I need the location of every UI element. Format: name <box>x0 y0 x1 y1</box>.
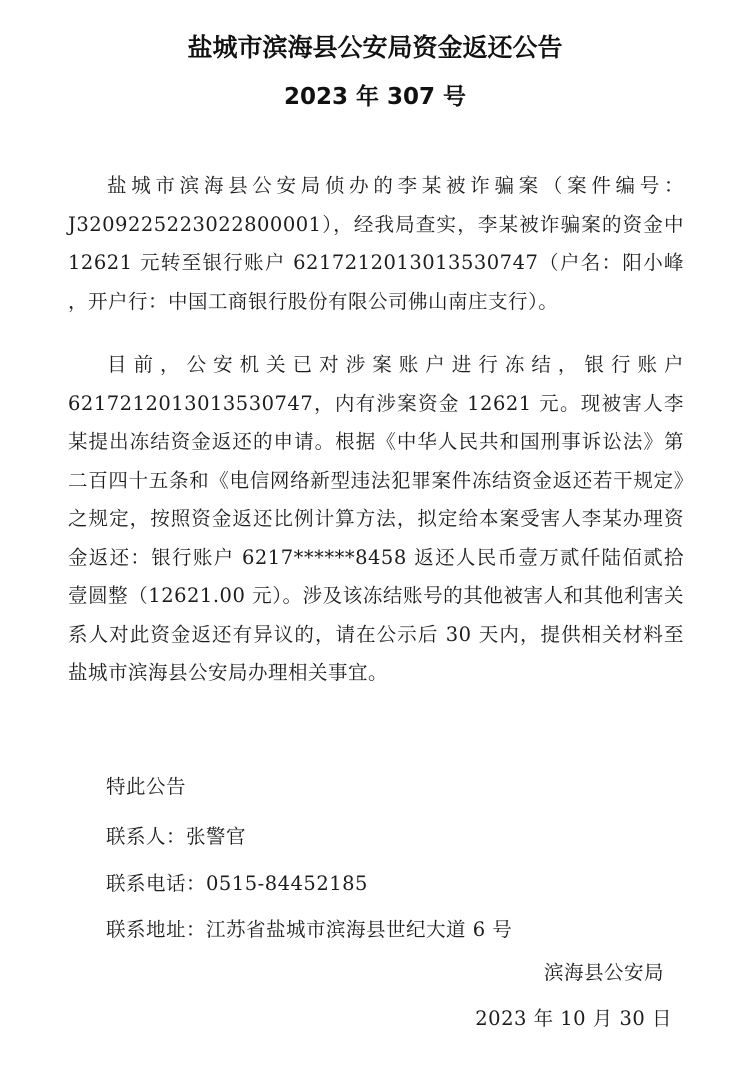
contact-phone: 联系电话：0515-84452185 <box>106 872 368 895</box>
signature-date: 2023 年 10 月 30 日 <box>475 1007 672 1030</box>
paragraph-case-details: 盐城市滨海县公安局侦办的李某被诈骗案（案件编号：J3209225223022800001），经我局查实，李某被诈骗案的资金中 12621 元转至银行账户 6217212013013530747（户名：阳小峰 ，开户行：中国工商银行股份有限公司佛山南庄支行）。 <box>68 174 684 313</box>
contact-address: 联系地址：江苏省盐城市滨海县世纪大道 6 号 <box>106 918 513 941</box>
closing-statement: 特此公告 <box>106 775 187 798</box>
signature-organization: 滨海县公安局 <box>543 961 664 984</box>
notice-number: 2023 年 307 号 <box>283 84 467 110</box>
contact-person: 联系人：张警官 <box>106 825 247 848</box>
paragraph-return-details: 目前，公安机关已对涉案账户进行冻结，银行账户 6217212013013530747，内有涉案资金 12621 元。现被害人李某提出冻结资金返还的申请。根据《中华人民共和国刑事诉讼法》第二百四十五条和《电信网络新型违法犯罪案件冻结资金返还若干规定》之规定，按照资金返还比例计算方法，拟定给本案受害人李某办理资金返还：银行账户 6217******8458 返还人民币壹万贰仟陆佰贰拾壹圆整（12621.00 元）。涉及该冻结账号的其他被害人和其他利害关系人对此资金返还有异议的，请在公示后 30 天内，提供相关材料至盐城市滨海县公安局办理相关事宜。 <box>68 353 684 684</box>
notice-title: 盐城市滨海县公安局资金返还公告 <box>187 33 563 62</box>
